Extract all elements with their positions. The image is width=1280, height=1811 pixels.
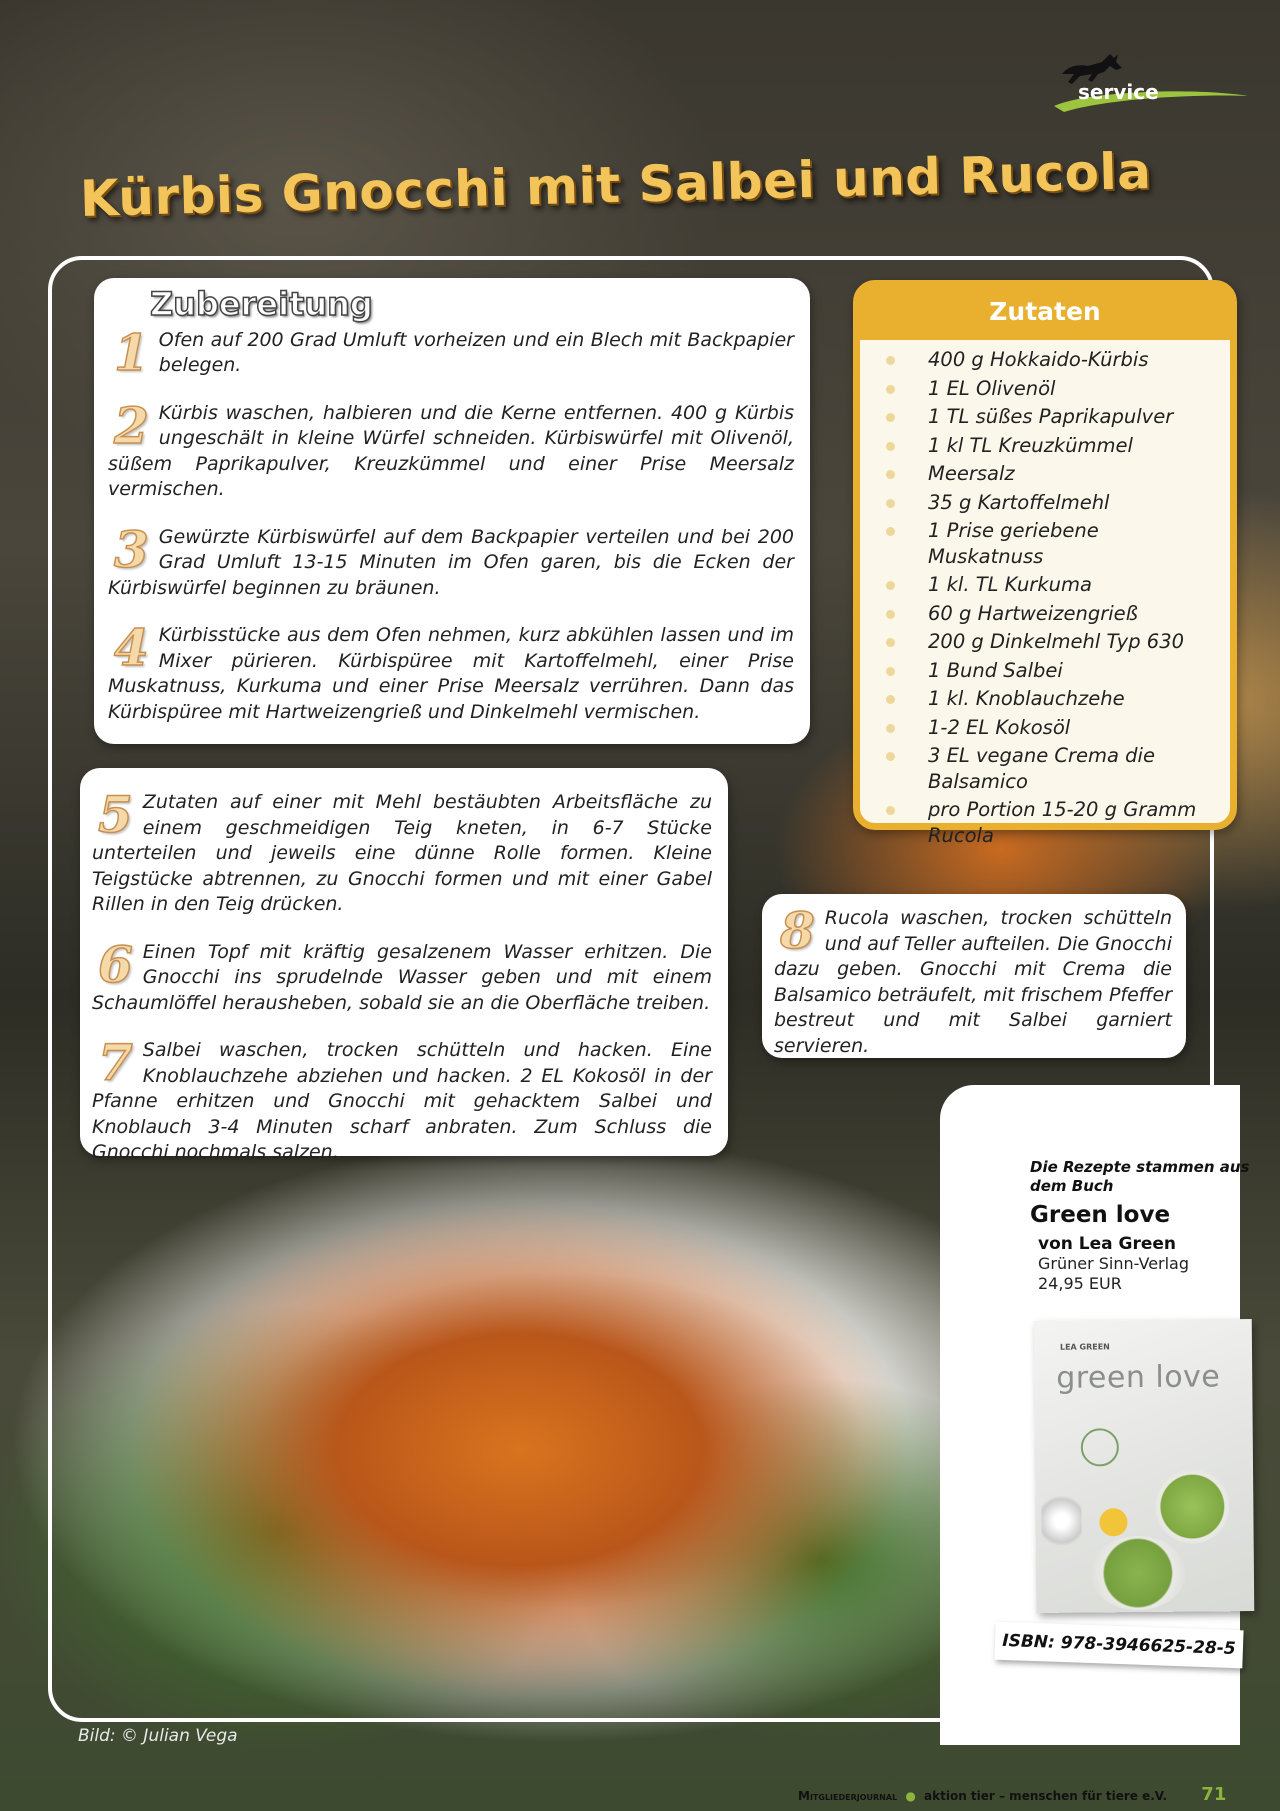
book-info [1030,1158,1260,1294]
lemon-icon [1099,1508,1127,1536]
ingredient-item: 1 Bund Salbei [884,658,1220,684]
cover-title: green love [1056,1359,1221,1396]
step-text: Einen Topf mit kräftig gesalzenem Wasser erhitzen. Die Gnocchi ins sprudelnde Wasser geben und mit einem Schaumlöffel herausheben, sobald sie an die Oberfläche treiben. [92,940,712,1014]
service-logo [1040,48,1250,118]
step-6 [92,934,712,1017]
preparation-card-1 [94,278,810,744]
preparation-card-3 [762,894,1186,1058]
book-publisher: Grüner Sinn-Verlag [1038,1254,1190,1273]
step-number: 8 [780,901,815,960]
step-text: Zutaten auf einer mit Mehl bestäubten Arbeitsfläche zu einem geschmeidigen Teig kneten, in 6-7 Stücke unterteilen und jeweils eine dünne Rolle formen. Kleine Teigstücke abtrennen, zu Gnocchi formen und mit einer Gabel Rillen in den Teig drücken. [92,791,712,915]
step-5 [92,785,712,918]
step-4 [108,618,794,725]
isbn-label: ISBN: 978-3946625-28-5 [994,1622,1243,1669]
vegan-seal-icon [1081,1428,1119,1466]
soup-bowl-icon [1090,1536,1187,1611]
ingredients-list [860,339,1230,848]
step-number: 7 [98,1033,133,1092]
step-number: 4 [114,618,149,677]
ingredient-item: 200 g Dinkelmehl Typ 630 [884,629,1220,655]
step-text: Gewürzte Kürbiswürfel auf dem Backpapier verteilen und bei 200 Grad Umluft 13-15 Minuten im Ofen garen, bis die Ecken der Kürbiswürfel beginnen zu bräunen. [108,525,794,599]
photo-credit: Bild: © Julian Vega [78,1726,238,1746]
step-3 [108,519,794,602]
book-cover-image [1034,1319,1255,1613]
section-label: service [1078,80,1159,104]
step-number: 1 [114,322,149,382]
step-text: Ofen auf 200 Grad Umluft vorheizen und ein Blech mit Backpapier belegen. [158,328,794,376]
step-1 [108,322,794,382]
organization-name: aktion tier – menschen für tiere e.V. [924,1789,1168,1803]
cover-author: LEA GREEN [1059,1342,1110,1352]
book-author: von Lea Green [1038,1234,1177,1254]
ingredient-item: 35 g Kartoffelmehl [884,490,1220,516]
bullet-icon: ● [905,1789,916,1803]
step-2 [108,395,794,503]
book-title: Green love [1030,1202,1171,1228]
ingredients-heading: Zutaten [859,286,1231,340]
step-text: Salbei waschen, trocken schütteln und hacken. Eine Knoblauchzehe abziehen und hacken. 2 EL Kokosöl in der Pfanne erhitzen und Gnocchi mit gehacktem Salbei und Knoblauch 3-4 Minuten scharf anbraten. Zum Schluss die Gnocchi nochmals salzen. [92,1039,712,1163]
step-number: 5 [98,785,133,844]
ingredient-item: pro Portion 15-20 g Gramm Rucola [884,797,1220,848]
flower-icon [1041,1491,1082,1551]
step-number: 3 [114,519,149,579]
step-8 [774,901,1173,1059]
page-number: 71 [1201,1784,1227,1805]
step-7 [92,1033,712,1166]
ingredient-item: 60 g Hartweizengrieß [884,601,1220,627]
step-text: Kürbis waschen, halbieren und die Kerne entfernen. 400 g Kürbis ungeschält in kleine Würfel schneiden. Kürbiswürfel mit Olivenöl, süßem Paprikapulver, Kreuzkümmel und einer Prise Meersalz vermischen. [108,401,794,500]
ingredient-item: Meersalz [884,461,1220,487]
ingredients-box [853,280,1237,847]
step-text: Kürbisstücke aus dem Ofen nehmen, kurz abkühlen lassen und im Mixer pürieren. Kürbispüree mit Kartoffelmehl, einer Prise Muskatnuss, Kurkuma und einer Prise Meersalz verrühren. Dann das Kürbispüree mit Hartweizengrieß und Dinkelmehl vermischen. [108,624,794,723]
ingredient-item: 400 g Hokkaido-Kürbis [884,347,1220,373]
ingredient-item: 1 EL Olivenöl [884,376,1220,402]
book-price: 24,95 EUR [1038,1274,1122,1293]
ingredient-item: 1 kl. TL Kurkuma [884,572,1220,598]
step-text: Rucola waschen, trocken schütteln und auf Teller aufteilen. Die Gnocchi dazu geben. Gnocchi mit Crema die Balsamico beträufelt, mit frischem Pfeffer bestreut und mit Salbei garniert servieren. [774,907,1173,1057]
recipe-title: Kürbis Gnocchi mit Salbei und Rucola [79,141,1153,228]
ingredient-item: 1 Prise geriebene Muskatnuss [884,518,1220,569]
step-number: 2 [114,395,149,455]
ingredient-item: 1 TL süßes Paprikapulver [884,404,1220,430]
step-number: 6 [98,934,133,994]
preparation-card-2 [80,768,728,1163]
ingredient-item: 1-2 EL Kokosöl [884,715,1220,741]
page-footer [798,1784,1226,1805]
journal-name: Mitgliederjournal [798,1789,898,1803]
preparation-heading: Zubereitung [150,285,373,323]
ingredient-item: 1 kl. Knoblauchzehe [884,686,1220,712]
soup-bowl-icon [1155,1469,1230,1544]
ingredient-item: 1 kl TL Kreuzkümmel [884,433,1220,459]
ingredient-item: 3 EL vegane Crema die Balsamico [884,743,1220,794]
book-intro: Die Rezepte stammen aus dem Buch [1030,1158,1250,1195]
